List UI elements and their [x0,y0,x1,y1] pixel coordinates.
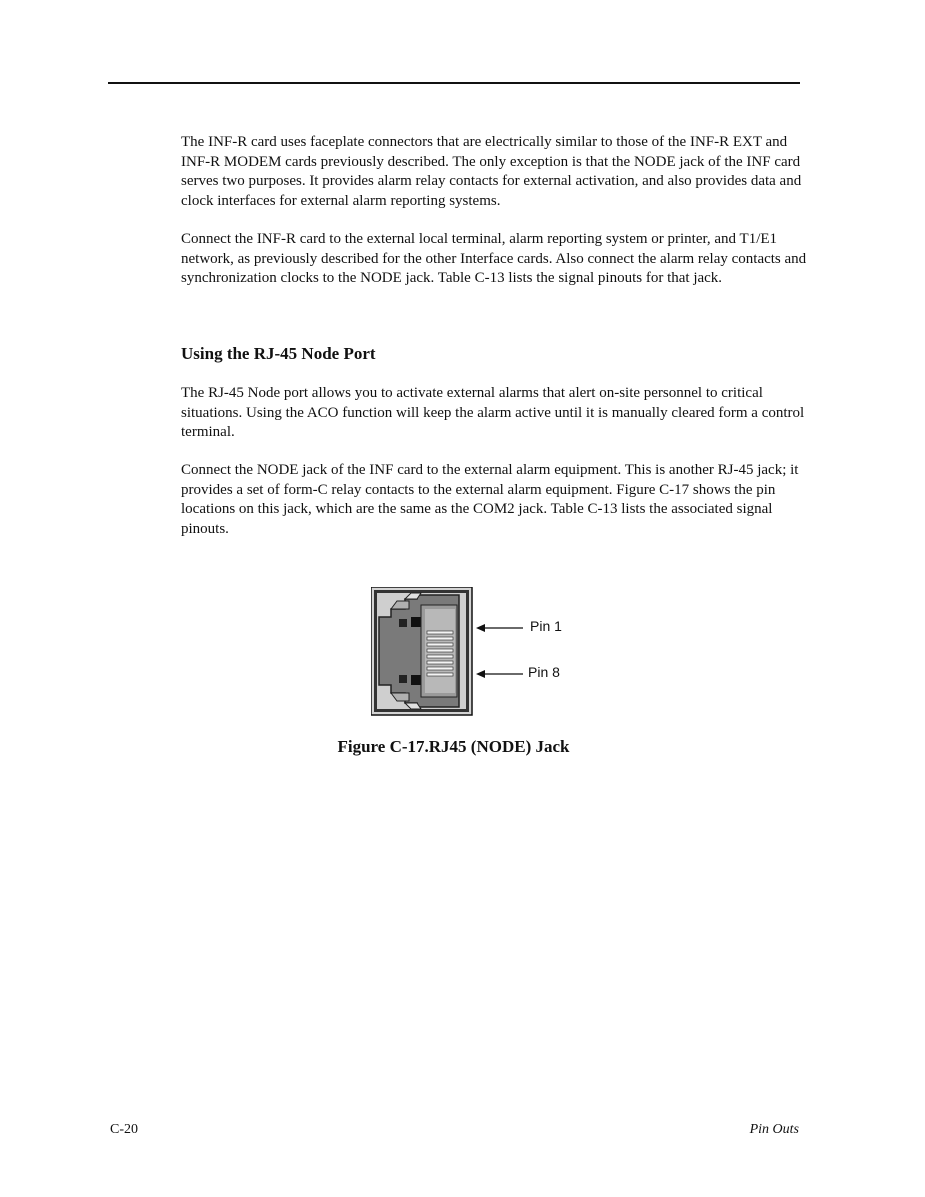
footer-section-title: Pin Outs [749,1122,799,1137]
pin8-arrow-icon [476,670,523,678]
pin1-label: Pin 1 [530,618,562,634]
header-rule [108,82,800,84]
body-paragraph-4: Connect the NODE jack of the INF card to the external alarm equipment. This is another RJ-45 jack; it provides a set of form-C relay contacts to the external alarm equipment. Figure C-17 shows the pin locations on this jack, which are the same as the COM2 jack. Table C-13 lists the associated signal pinouts. [181,462,799,537]
section-heading: Using the RJ-45 Node Port [181,344,376,363]
figure-caption: Figure C-17.RJ45 (NODE) Jack [337,737,570,756]
pin1-arrow-icon [476,624,523,632]
body-paragraph-1: The INF-R card uses faceplate connectors that are electrically similar to those of the INF-R EXT and INF-R MODEM cards previously described. The only exception is that the NODE jack of the INF card serves two purposes. It provides alarm relay contacts for external activation, and also provides data and clock interfaces for external alarm reporting systems. [181,134,802,209]
rj45-jack-figure [371,587,571,717]
rj45-jack-illustration [371,587,571,717]
page-number: C-20 [110,1122,138,1137]
body-paragraph-2: Connect the INF-R card to the external local terminal, alarm reporting system or printer, and T1/E1 network, as previously described for the other Interface cards. Also connect the alarm relay contacts and synchronization clocks to the NODE jack. Table C-13 lists the signal pinouts for that jack. [181,231,807,286]
body-paragraph-3: The RJ-45 Node port allows you to activate external alarms that alert on-site personnel to critical situations. Using the ACO function will keep the alarm active until it is manually cleared form a control terminal. [181,385,805,440]
pin8-label: Pin 8 [528,664,560,680]
